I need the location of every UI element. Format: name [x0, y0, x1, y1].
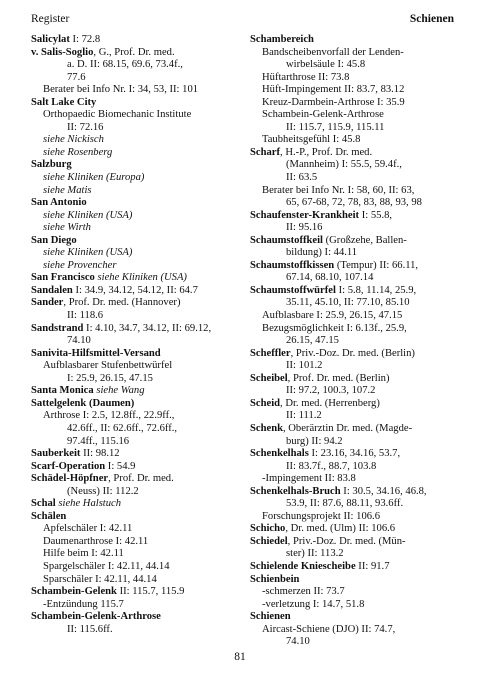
- entry-term: Schaumstoffwürfel: [250, 284, 336, 296]
- index-subentry: [250, 410, 458, 423]
- index-subentry: [250, 185, 458, 198]
- index-subentry: [250, 323, 458, 336]
- index-entry: [250, 147, 458, 160]
- entry-term: Scharf: [250, 146, 281, 158]
- entry-text: , Dr. med. (Herrenberg): [280, 397, 380, 409]
- index-subentry: [250, 247, 458, 260]
- index-entry: [250, 398, 458, 411]
- entry-term: Sanivita-Hilfsmittel-Versand: [31, 347, 161, 359]
- entry-text: II: 115.6ff.: [67, 623, 113, 635]
- entry-text: II: 72.16: [67, 121, 104, 133]
- entry-text: Berater bei Info Nr. I: 34, 53, II: 101: [43, 84, 199, 96]
- entry-term: Scheibel: [250, 372, 288, 384]
- index-subentry: [250, 586, 458, 599]
- entry-term: San Francisco: [31, 272, 95, 284]
- index-entry: [31, 34, 239, 47]
- entry-term: Schiedel: [250, 535, 288, 547]
- index-subentry: [250, 197, 458, 210]
- entry-text: I: 54.9: [105, 460, 136, 472]
- entry-text: Aircast-Schiene (DJO) II: 74.7,: [262, 623, 396, 635]
- entry-text: I: 5.8, 11.14, 25.9,: [335, 284, 417, 296]
- entry-term: Schaumstoffkeil: [250, 234, 323, 246]
- index-subentry: [31, 172, 239, 185]
- entry-text: bildung) I: 44.11: [286, 247, 358, 259]
- entry-text: -verletzung I: 14.7, 51.8: [262, 598, 365, 610]
- entry-text: Orthopaedic Biomechanic Institute: [43, 109, 192, 121]
- index-entry: [31, 448, 239, 461]
- index-subentry: [31, 134, 239, 147]
- index-column-right: [250, 34, 458, 649]
- index-subentry: [31, 247, 239, 260]
- index-subentry: [31, 335, 239, 348]
- entry-text: -schmerzen II: 73.7: [262, 586, 345, 598]
- index-subentry: [250, 297, 458, 310]
- index-subentry: [31, 536, 239, 549]
- entry-text: (Mannheim) I: 55.5, 59.4f.,: [286, 159, 402, 171]
- cross-reference: siehe Halstuch: [55, 498, 122, 510]
- index-entry: [250, 34, 458, 47]
- index-subentry: [250, 385, 458, 398]
- index-subentry: [31, 410, 239, 423]
- entry-text: 35.11, 45.10, II: 77.10, 85.10: [286, 297, 410, 309]
- index-entry: [31, 285, 239, 298]
- entry-text: wirbelsäule I: 45.8: [286, 59, 366, 71]
- entry-text: ster) II: 113.2: [286, 548, 344, 560]
- entry-text: Aufblasbare I: 25.9, 26.15, 47.15: [262, 310, 403, 322]
- index-entry: [250, 611, 458, 624]
- index-entry: [31, 197, 239, 210]
- index-subentry: [250, 511, 458, 524]
- entry-text: I: 72.8: [69, 34, 101, 45]
- entry-term: Scarf-Operation: [31, 460, 106, 472]
- entry-text: (Neuss) II: 112.2: [67, 485, 139, 497]
- index-subentry: [250, 59, 458, 72]
- entry-text: Bandscheibenvorfall der Lenden-: [262, 46, 404, 58]
- entry-text: 65, 67-68, 72, 78, 83, 88, 93, 98: [286, 197, 422, 209]
- entry-text: a. D. II: 68.15, 69.6, 73.4f.,: [67, 59, 183, 71]
- running-header-right: Schienen: [409, 13, 454, 25]
- entry-text: I: 55.8,: [359, 209, 393, 221]
- index-subentry: [31, 222, 239, 235]
- index-subentry: [31, 436, 239, 449]
- entry-term: San Diego: [31, 234, 77, 246]
- entry-text: , Prof. Dr. med. (Berlin): [287, 372, 390, 384]
- entry-text: , G., Prof. Dr. med.: [93, 46, 175, 58]
- cross-reference: siehe Provencher: [43, 259, 117, 271]
- index-entry: [31, 398, 239, 411]
- entry-text: , Priv.-Doz. Dr. med. (Mün-: [287, 535, 406, 547]
- cross-reference: siehe Kliniken (USA): [43, 247, 133, 259]
- entry-term: Schielende Kniescheibe: [250, 560, 356, 572]
- index-subentry: [250, 498, 458, 511]
- index-entry: [250, 574, 458, 587]
- index-entry: [250, 348, 458, 361]
- index-subentry: [250, 97, 458, 110]
- entry-term: Salzburg: [31, 159, 72, 171]
- index-subentry: [250, 473, 458, 486]
- entry-term: Schenk: [250, 422, 283, 434]
- cross-reference: siehe Nickisch: [43, 134, 104, 146]
- index-subentry: [31, 310, 239, 323]
- index-subentry: [250, 72, 458, 85]
- entry-text: , Prof. Dr. med.: [108, 473, 174, 485]
- entry-text: Schambein-Gelenk-Arthrose: [262, 109, 384, 121]
- index-entry: [31, 97, 239, 110]
- index-subentry: [31, 486, 239, 499]
- entry-term: Schaumstoffkissen: [250, 259, 335, 271]
- entry-text: Arthrose I: 2.5, 12.8ff., 22.9ff.,: [43, 410, 175, 422]
- index-entry: [31, 159, 239, 172]
- entry-text: I: 23.16, 34.16, 53.7,: [308, 448, 401, 460]
- index-subentry: [31, 599, 239, 612]
- entry-text: 26.15, 47.15: [286, 335, 339, 347]
- entry-text: , Priv.-Doz. Dr. med. (Berlin): [290, 347, 415, 359]
- index-entry: [31, 297, 239, 310]
- entry-text: II: 115.7, 115.9, 115.11: [286, 121, 385, 133]
- index-subentry: [250, 624, 458, 637]
- index-subentry: [31, 122, 239, 135]
- entry-term: Scheffler: [250, 347, 291, 359]
- page-number: 81: [234, 651, 246, 663]
- index-subentry: [250, 272, 458, 285]
- entry-text: I: 34.9, 34.12, 54.12, II: 64.7: [72, 284, 198, 296]
- entry-term: Schenkelhals: [250, 448, 309, 460]
- entry-text: Aufblasbarer Stufenbettwürfel: [43, 360, 173, 372]
- index-entry: [31, 348, 239, 361]
- index-entry: [250, 373, 458, 386]
- cross-reference: siehe Rosenberg: [43, 146, 113, 158]
- index-subentry: [31, 260, 239, 273]
- entry-term: Sandalen: [31, 284, 73, 296]
- cross-reference: siehe Wirth: [43, 222, 91, 234]
- entry-text: II: 101.2: [286, 360, 323, 372]
- entry-term: Schienen: [250, 611, 291, 623]
- entry-text: I: 4.10, 34.7, 34.12, II: 69.12,: [83, 322, 212, 334]
- index-entry: [250, 210, 458, 223]
- index-entry: [31, 385, 239, 398]
- index-subentry: [31, 84, 239, 97]
- index-subentry: [31, 210, 239, 223]
- index-entry: [31, 323, 239, 336]
- index-entry: [250, 260, 458, 273]
- index-entry: [250, 448, 458, 461]
- entry-term: Sauberkeit: [31, 448, 81, 460]
- entry-text: II: 118.6: [67, 310, 104, 322]
- index-entry: [250, 561, 458, 574]
- index-subentry: [31, 185, 239, 198]
- index-subentry: [250, 599, 458, 612]
- index-subentry: [31, 360, 239, 373]
- entry-text: I: 30.5, 34.16, 46.8,: [340, 485, 427, 497]
- entry-term: Scheid: [250, 397, 281, 409]
- entry-text: , Oberärztin Dr. med. (Magde-: [282, 422, 413, 434]
- index-subentry: [250, 461, 458, 474]
- entry-text: , H.-P., Prof. Dr. med.: [280, 146, 373, 158]
- index-subentry: [250, 548, 458, 561]
- entry-text: II: 95.16: [286, 222, 323, 234]
- index-entry: [31, 473, 239, 486]
- index-subentry: [250, 109, 458, 122]
- entry-term: v. Salis-Soglio: [31, 46, 94, 58]
- index-entry: [31, 586, 239, 599]
- entry-text: 74.10: [286, 636, 310, 648]
- entry-text: 74.10: [67, 335, 91, 347]
- index-subentry: [250, 636, 458, 649]
- entry-text: II: 97.2, 100.3, 107.2: [286, 385, 376, 397]
- entry-text: I: 25.9, 26.15, 47.15: [67, 372, 153, 384]
- entry-text: Sparschäler I: 42.11, 44.14: [43, 573, 157, 585]
- index-subentry: [31, 561, 239, 574]
- entry-term: Sattelgelenk (Daumen): [31, 397, 135, 409]
- entry-term: San Antonio: [31, 197, 87, 209]
- entry-term: Santa Monica: [31, 385, 94, 397]
- entry-text: Bezugsmöglichkeit I: 6.13f., 25.9,: [262, 322, 407, 334]
- entry-term: Sandstrand: [31, 322, 84, 334]
- index-subentry: [31, 373, 239, 386]
- index-entry: [31, 47, 239, 60]
- index-subentry: [31, 109, 239, 122]
- entry-text: (Tempur) II: 66.11,: [334, 259, 419, 271]
- index-subentry: [31, 147, 239, 160]
- entry-text: Daumenarthrose I: 42.11: [43, 535, 149, 547]
- index-subentry: [250, 310, 458, 323]
- entry-term: Schambereich: [250, 34, 314, 45]
- cross-reference: siehe Wang: [93, 385, 145, 397]
- entry-text: Hilfe beim I: 42.11: [43, 548, 124, 560]
- index-subentry: [31, 59, 239, 72]
- entry-term: Salicylat: [31, 34, 70, 45]
- index-entry: [250, 486, 458, 499]
- index-entry: [31, 611, 239, 624]
- entry-text: II: 111.2: [286, 410, 322, 422]
- index-subentry: [31, 423, 239, 436]
- entry-text: Forschungsprojekt II: 106.6: [262, 510, 380, 522]
- index-entry: [250, 285, 458, 298]
- index-subentry: [250, 335, 458, 348]
- index-entry: [250, 235, 458, 248]
- index-subentry: [250, 222, 458, 235]
- index-subentry: [250, 84, 458, 97]
- index-entry: [250, 423, 458, 436]
- index-subentry: [250, 134, 458, 147]
- index-subentry: [250, 172, 458, 185]
- entry-text: Apfelschäler I: 42.11: [43, 523, 133, 535]
- cross-reference: siehe Kliniken (USA): [94, 272, 187, 284]
- index-entry: [31, 511, 239, 524]
- entry-text: Kreuz-Darmbein-Arthrose I: 35.9: [262, 96, 405, 108]
- index-entry: [31, 235, 239, 248]
- index-subentry: [250, 47, 458, 60]
- cross-reference: siehe Kliniken (USA): [43, 209, 133, 221]
- index-entry: [31, 461, 239, 474]
- running-header-left: Register: [31, 13, 70, 25]
- entry-text: 67.14, 68.10, 107.14: [286, 272, 374, 284]
- index-subentry: [31, 72, 239, 85]
- entry-text: -Impingement II: 83.8: [262, 473, 356, 485]
- entry-text: II: 115.7, 115.9: [116, 586, 185, 598]
- index-entry: [250, 523, 458, 536]
- entry-text: 42.6ff., II: 62.6ff., 72.6ff.,: [67, 422, 178, 434]
- index-subentry: [31, 523, 239, 536]
- entry-text: Taubheitsgefühl I: 45.8: [262, 134, 361, 146]
- index-entry: [250, 536, 458, 549]
- entry-term: Schälen: [31, 510, 67, 522]
- entry-text: , Prof. Dr. med. (Hannover): [63, 297, 181, 309]
- entry-text: Hüft-Impingement II: 83.7, 83.12: [262, 84, 405, 96]
- entry-text: II: 63.5: [286, 172, 318, 184]
- entry-text: II: 91.7: [355, 560, 390, 572]
- index-subentry: [250, 436, 458, 449]
- entry-term: Schaufenster-Krankheit: [250, 209, 360, 221]
- entry-text: II: 83.7f., 88.7, 103.8: [286, 460, 377, 472]
- entry-text: Hüftarthrose II: 73.8: [262, 71, 350, 83]
- index-entry: [31, 272, 239, 285]
- entry-text: Spargelschäler I: 42.11, 44.14: [43, 560, 170, 572]
- index-subentry: [31, 574, 239, 587]
- entry-text: burg) II: 94.2: [286, 435, 343, 447]
- cross-reference: siehe Kliniken (Europa): [43, 172, 145, 184]
- index-subentry: [31, 624, 239, 637]
- entry-text: II: 98.12: [80, 448, 120, 460]
- entry-term: Schicho: [250, 523, 286, 535]
- entry-term: Schädel-Höpfner: [31, 473, 109, 485]
- entry-text: (Großzehe, Ballen-: [322, 234, 407, 246]
- index-subentry: [250, 360, 458, 373]
- entry-term: Schienbein: [250, 573, 300, 585]
- index-entry: [31, 498, 239, 511]
- entry-text: 53.9, II: 87.6, 88.11, 93.6ff.: [286, 498, 404, 510]
- index-column-left: [31, 34, 239, 636]
- entry-term: Schal: [31, 498, 56, 510]
- entry-text: 77.6: [67, 71, 86, 83]
- entry-term: Sander: [31, 297, 64, 309]
- entry-text: -Entzündung 115.7: [43, 598, 124, 610]
- entry-term: Schambein-Gelenk-Arthrose: [31, 611, 161, 623]
- entry-term: Schenkelhals-Bruch: [250, 485, 341, 497]
- index-subentry: [250, 122, 458, 135]
- entry-text: Berater bei Info Nr. I: 58, 60, II: 63,: [262, 184, 415, 196]
- index-subentry: [31, 548, 239, 561]
- entry-term: Schambein-Gelenk: [31, 586, 117, 598]
- cross-reference: siehe Matis: [43, 184, 92, 196]
- entry-term: Salt Lake City: [31, 96, 97, 108]
- index-subentry: [250, 159, 458, 172]
- entry-text: , Dr. med. (Ulm) II: 106.6: [285, 523, 396, 535]
- entry-text: 97.4ff., 115.16: [67, 435, 130, 447]
